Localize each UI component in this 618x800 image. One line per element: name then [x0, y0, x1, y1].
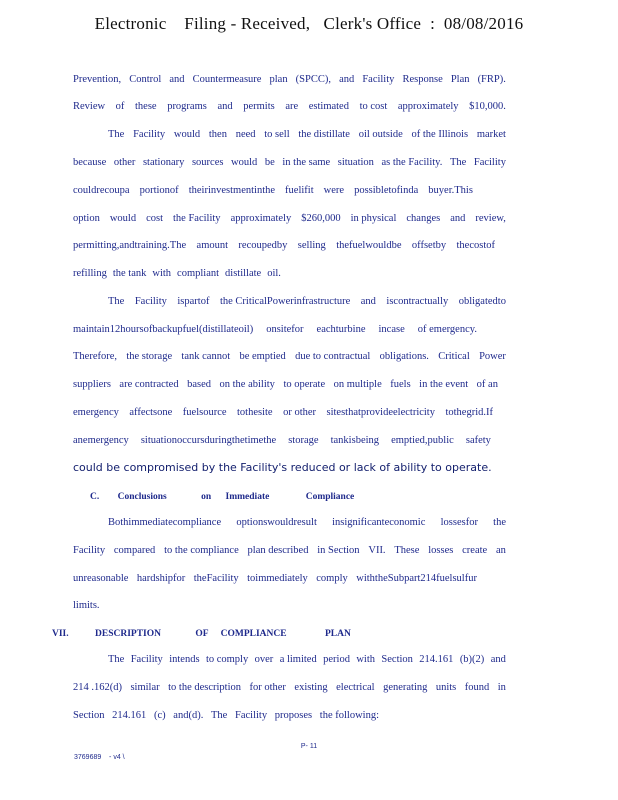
section-c-word: Immediate	[225, 492, 270, 502]
text-word: affectsone	[129, 407, 173, 418]
text-line	[108, 653, 506, 667]
header-date: 08/08/2016	[443, 14, 524, 33]
header-office: Clerk's Office	[323, 14, 422, 33]
text-word: (SPCC),	[295, 74, 331, 85]
text-word: obligatedto	[458, 296, 506, 307]
text-word: $10,000.	[469, 101, 506, 112]
text-word: in the event	[419, 379, 469, 390]
text-word: (c)	[153, 710, 166, 721]
text-word: in physical	[350, 213, 397, 224]
text-word: Facility	[133, 129, 166, 140]
text-word: $260,000	[301, 213, 341, 224]
document-id-number: 3769689	[74, 754, 102, 761]
page-number: P- 11	[300, 743, 318, 750]
text-word: portionof	[139, 185, 179, 196]
text-word: programs	[167, 101, 207, 112]
text-word: to the description	[168, 682, 242, 693]
text-word: and	[169, 74, 185, 85]
text-word: on the ability	[219, 379, 275, 390]
text-line	[108, 516, 506, 530]
text-word: to cost	[359, 101, 388, 112]
text-line	[73, 73, 506, 87]
section-vii-word: OF	[195, 629, 209, 639]
section-c-word: on	[201, 492, 212, 502]
text-word: on multiple	[333, 379, 382, 390]
text-word: the tank	[112, 268, 147, 279]
text-word: compliant	[177, 268, 220, 279]
text-word: losses	[428, 545, 454, 556]
text-line	[73, 100, 506, 114]
text-line	[73, 599, 506, 613]
section-vii-word: PLAN	[324, 629, 351, 639]
text-word: and	[360, 296, 376, 307]
text-word: emergency	[73, 407, 119, 418]
text-word: oil outside	[358, 129, 403, 140]
text-word: recoupedby	[238, 240, 288, 251]
text-word: toimmediately	[247, 573, 308, 584]
text-word: found	[464, 682, 490, 693]
text-word: be	[264, 157, 275, 168]
text-word: other	[113, 157, 136, 168]
text-word: because	[73, 157, 107, 168]
text-word: Prevention,	[73, 74, 122, 85]
text-line	[73, 406, 493, 420]
text-word: Response	[402, 74, 443, 85]
text-word: comply	[316, 573, 348, 584]
section-c-word: Compliance	[305, 492, 355, 502]
text-word: Therefore,	[73, 351, 118, 362]
text-word: stationary	[142, 157, 185, 168]
text-word: obligations.	[379, 351, 429, 362]
text-line	[73, 212, 506, 226]
section-c-letter: C.	[90, 492, 100, 502]
text-word: these	[135, 101, 157, 112]
text-line	[73, 461, 492, 475]
text-word: units	[435, 682, 457, 693]
text-word: the storage	[126, 351, 173, 362]
text-word: incase	[378, 324, 405, 335]
text-line	[73, 267, 506, 281]
text-word: onsitefor	[266, 324, 304, 335]
text-word: are contracted	[119, 379, 179, 390]
section-vii-heading	[52, 628, 351, 640]
document-version: - v4 \	[109, 754, 125, 761]
text-word: changes	[406, 213, 441, 224]
text-word: intends	[169, 654, 200, 665]
text-word: Power	[479, 351, 506, 362]
text-line	[108, 128, 506, 142]
text-word: of the Illinois	[411, 129, 469, 140]
text-word: limits.	[73, 600, 100, 611]
text-line	[73, 378, 498, 392]
text-line	[73, 184, 473, 198]
text-word: fuels	[390, 379, 411, 390]
text-word: theFacility	[193, 573, 239, 584]
text-word: The	[211, 710, 228, 721]
header-filing: Filing - Received,	[184, 14, 311, 33]
text-word: in	[497, 682, 506, 693]
text-word: are	[285, 101, 299, 112]
section-vii-word: DESCRIPTION	[95, 629, 162, 639]
section-c-word: Conclusions	[117, 492, 167, 502]
text-word: These	[394, 545, 420, 556]
text-word: insignificanteconomic	[332, 517, 426, 528]
text-word: and(d).	[173, 710, 204, 721]
section-c-heading	[90, 491, 354, 503]
text-word: Facility	[235, 710, 268, 721]
text-word: VII.	[368, 545, 386, 556]
text-word: lossesfor	[440, 517, 478, 528]
text-word: sources	[191, 157, 224, 168]
text-word: could be compromised by the Facility's reduced or lack of ability to operate.	[73, 461, 492, 474]
text-word: optionswouldresult	[236, 517, 317, 528]
text-word: of emergency.	[417, 324, 477, 335]
text-word: Facility	[473, 157, 506, 168]
text-word: Bothimmediatecompliance	[108, 517, 222, 528]
text-word: oil.	[267, 268, 281, 279]
text-word: the distillate	[298, 129, 350, 140]
text-word: 214.161	[419, 654, 454, 665]
text-word: estimated	[308, 101, 349, 112]
header-separator: :	[430, 14, 435, 33]
text-word: The	[108, 129, 125, 140]
text-word: tank cannot	[181, 351, 231, 362]
text-word: ispartof	[177, 296, 210, 307]
text-word: emptied,public	[391, 435, 454, 446]
text-word: were	[323, 185, 345, 196]
text-word: to operate	[283, 379, 326, 390]
document-id	[74, 754, 125, 761]
text-word: and	[217, 101, 233, 112]
text-word: would	[109, 213, 137, 224]
text-word: theirinvestmentinthe	[188, 185, 276, 196]
text-word: need	[235, 129, 256, 140]
text-word: Countermeasure	[192, 74, 262, 85]
text-word: of an	[476, 379, 498, 390]
text-line	[73, 156, 506, 170]
text-line	[73, 434, 491, 448]
text-word: maintain12hoursofbackupfuel(distillateoil)	[73, 324, 254, 335]
text-word: offsetby	[411, 240, 447, 251]
text-word: similar	[130, 682, 160, 693]
text-word: approximately	[397, 101, 459, 112]
text-line	[73, 681, 506, 695]
text-word: based	[187, 379, 212, 390]
text-word: fuelsource	[182, 407, 227, 418]
filing-header	[0, 14, 618, 34]
text-word: Facility	[362, 74, 395, 85]
text-word: possibletofinda	[354, 185, 419, 196]
text-word: Section	[73, 710, 105, 721]
text-word: permitting,andtraining.The	[73, 240, 187, 251]
text-word: to sell	[264, 129, 290, 140]
text-word: sitesthatprovideelectricity	[326, 407, 435, 418]
text-word: in the same	[282, 157, 331, 168]
text-word: Facility	[130, 654, 163, 665]
text-line	[73, 350, 506, 364]
text-word: and	[339, 74, 355, 85]
text-word: Control	[129, 74, 162, 85]
text-word: storage	[288, 435, 319, 446]
text-word: suppliers	[73, 379, 111, 390]
section-vii-numeral: VII.	[52, 629, 69, 639]
text-word: a limited	[279, 654, 317, 665]
text-line	[73, 239, 495, 253]
text-word: and	[490, 654, 506, 665]
text-word: the following:	[319, 710, 379, 721]
text-word: in Section	[317, 545, 360, 556]
text-word: review,	[475, 213, 506, 224]
text-word: the Facility	[173, 213, 221, 224]
text-word: Facility	[73, 545, 106, 556]
text-word: tankisbeing	[330, 435, 380, 446]
text-word: distillate	[225, 268, 262, 279]
header-label: Electronic	[94, 14, 167, 33]
text-word: market	[476, 129, 506, 140]
text-line	[73, 709, 379, 723]
text-word: plan described	[247, 545, 309, 556]
text-word: and	[450, 213, 466, 224]
text-word: safety	[465, 435, 491, 446]
text-word: situation	[337, 157, 374, 168]
text-word: tothegrid.If	[445, 407, 493, 418]
text-word: couldrecoupa	[73, 185, 130, 196]
text-word: option	[73, 213, 100, 224]
section-vii-word: COMPLIANCE	[220, 629, 287, 639]
text-line	[73, 572, 477, 586]
text-word: refilling	[73, 268, 107, 279]
text-word: 214.161	[112, 710, 147, 721]
text-word: Critical	[438, 351, 470, 362]
text-word: Section	[381, 654, 413, 665]
text-word: or other	[283, 407, 317, 418]
text-word: an	[495, 545, 506, 556]
text-word: amount	[196, 240, 229, 251]
text-word: eachturbine	[316, 324, 366, 335]
text-word: the	[493, 517, 506, 528]
text-word: electrical	[336, 682, 375, 693]
text-word: generating	[383, 682, 428, 693]
text-word: period	[323, 654, 350, 665]
text-word: would	[173, 129, 201, 140]
text-word: cost	[146, 213, 164, 224]
text-word: thecostof	[456, 240, 495, 251]
text-word: withtheSubpart214fuelsulfur	[356, 573, 477, 584]
text-word: to comply	[205, 654, 249, 665]
text-line	[108, 295, 506, 309]
text-word: tothesite	[237, 407, 273, 418]
text-word: be emptied	[239, 351, 286, 362]
text-word: The	[108, 296, 125, 307]
text-word: the CriticalPowerinfrastructure	[219, 296, 351, 307]
text-word: selling	[297, 240, 326, 251]
text-word: permits	[243, 101, 275, 112]
text-word: due to contractual	[295, 351, 371, 362]
text-word: compared	[113, 545, 156, 556]
text-word: for other	[249, 682, 286, 693]
text-word: (b)(2)	[459, 654, 485, 665]
text-line	[73, 544, 506, 558]
text-word: The	[449, 157, 467, 168]
text-word: Review	[73, 101, 106, 112]
text-word: thefuelwouldbe	[336, 240, 402, 251]
text-word: Plan	[450, 74, 470, 85]
text-word: situationoccursduringthetimethe	[140, 435, 277, 446]
text-word: existing	[294, 682, 328, 693]
text-word: of	[115, 101, 125, 112]
text-word: with	[356, 654, 376, 665]
text-word: iscontractually	[386, 296, 449, 307]
text-word: 214 .162(d)	[73, 682, 122, 693]
text-word: to the compliance	[164, 545, 239, 556]
text-word: anemergency	[73, 435, 129, 446]
text-word: over	[254, 654, 274, 665]
text-word: buyer.This	[428, 185, 473, 196]
text-word: Facility	[134, 296, 167, 307]
text-word: plan	[269, 74, 288, 85]
text-line	[73, 323, 477, 337]
text-word: approximately	[230, 213, 292, 224]
text-word: proposes	[274, 710, 313, 721]
text-word: hardshipfor	[136, 573, 186, 584]
text-word: as the Facility.	[381, 157, 443, 168]
text-word: with	[152, 268, 172, 279]
text-word: unreasonable	[73, 573, 129, 584]
text-word: create	[462, 545, 488, 556]
text-word: would	[231, 157, 258, 168]
text-word: (FRP).	[477, 74, 506, 85]
text-word: The	[108, 654, 125, 665]
text-word: fuelifit	[285, 185, 314, 196]
text-word: then	[208, 129, 227, 140]
